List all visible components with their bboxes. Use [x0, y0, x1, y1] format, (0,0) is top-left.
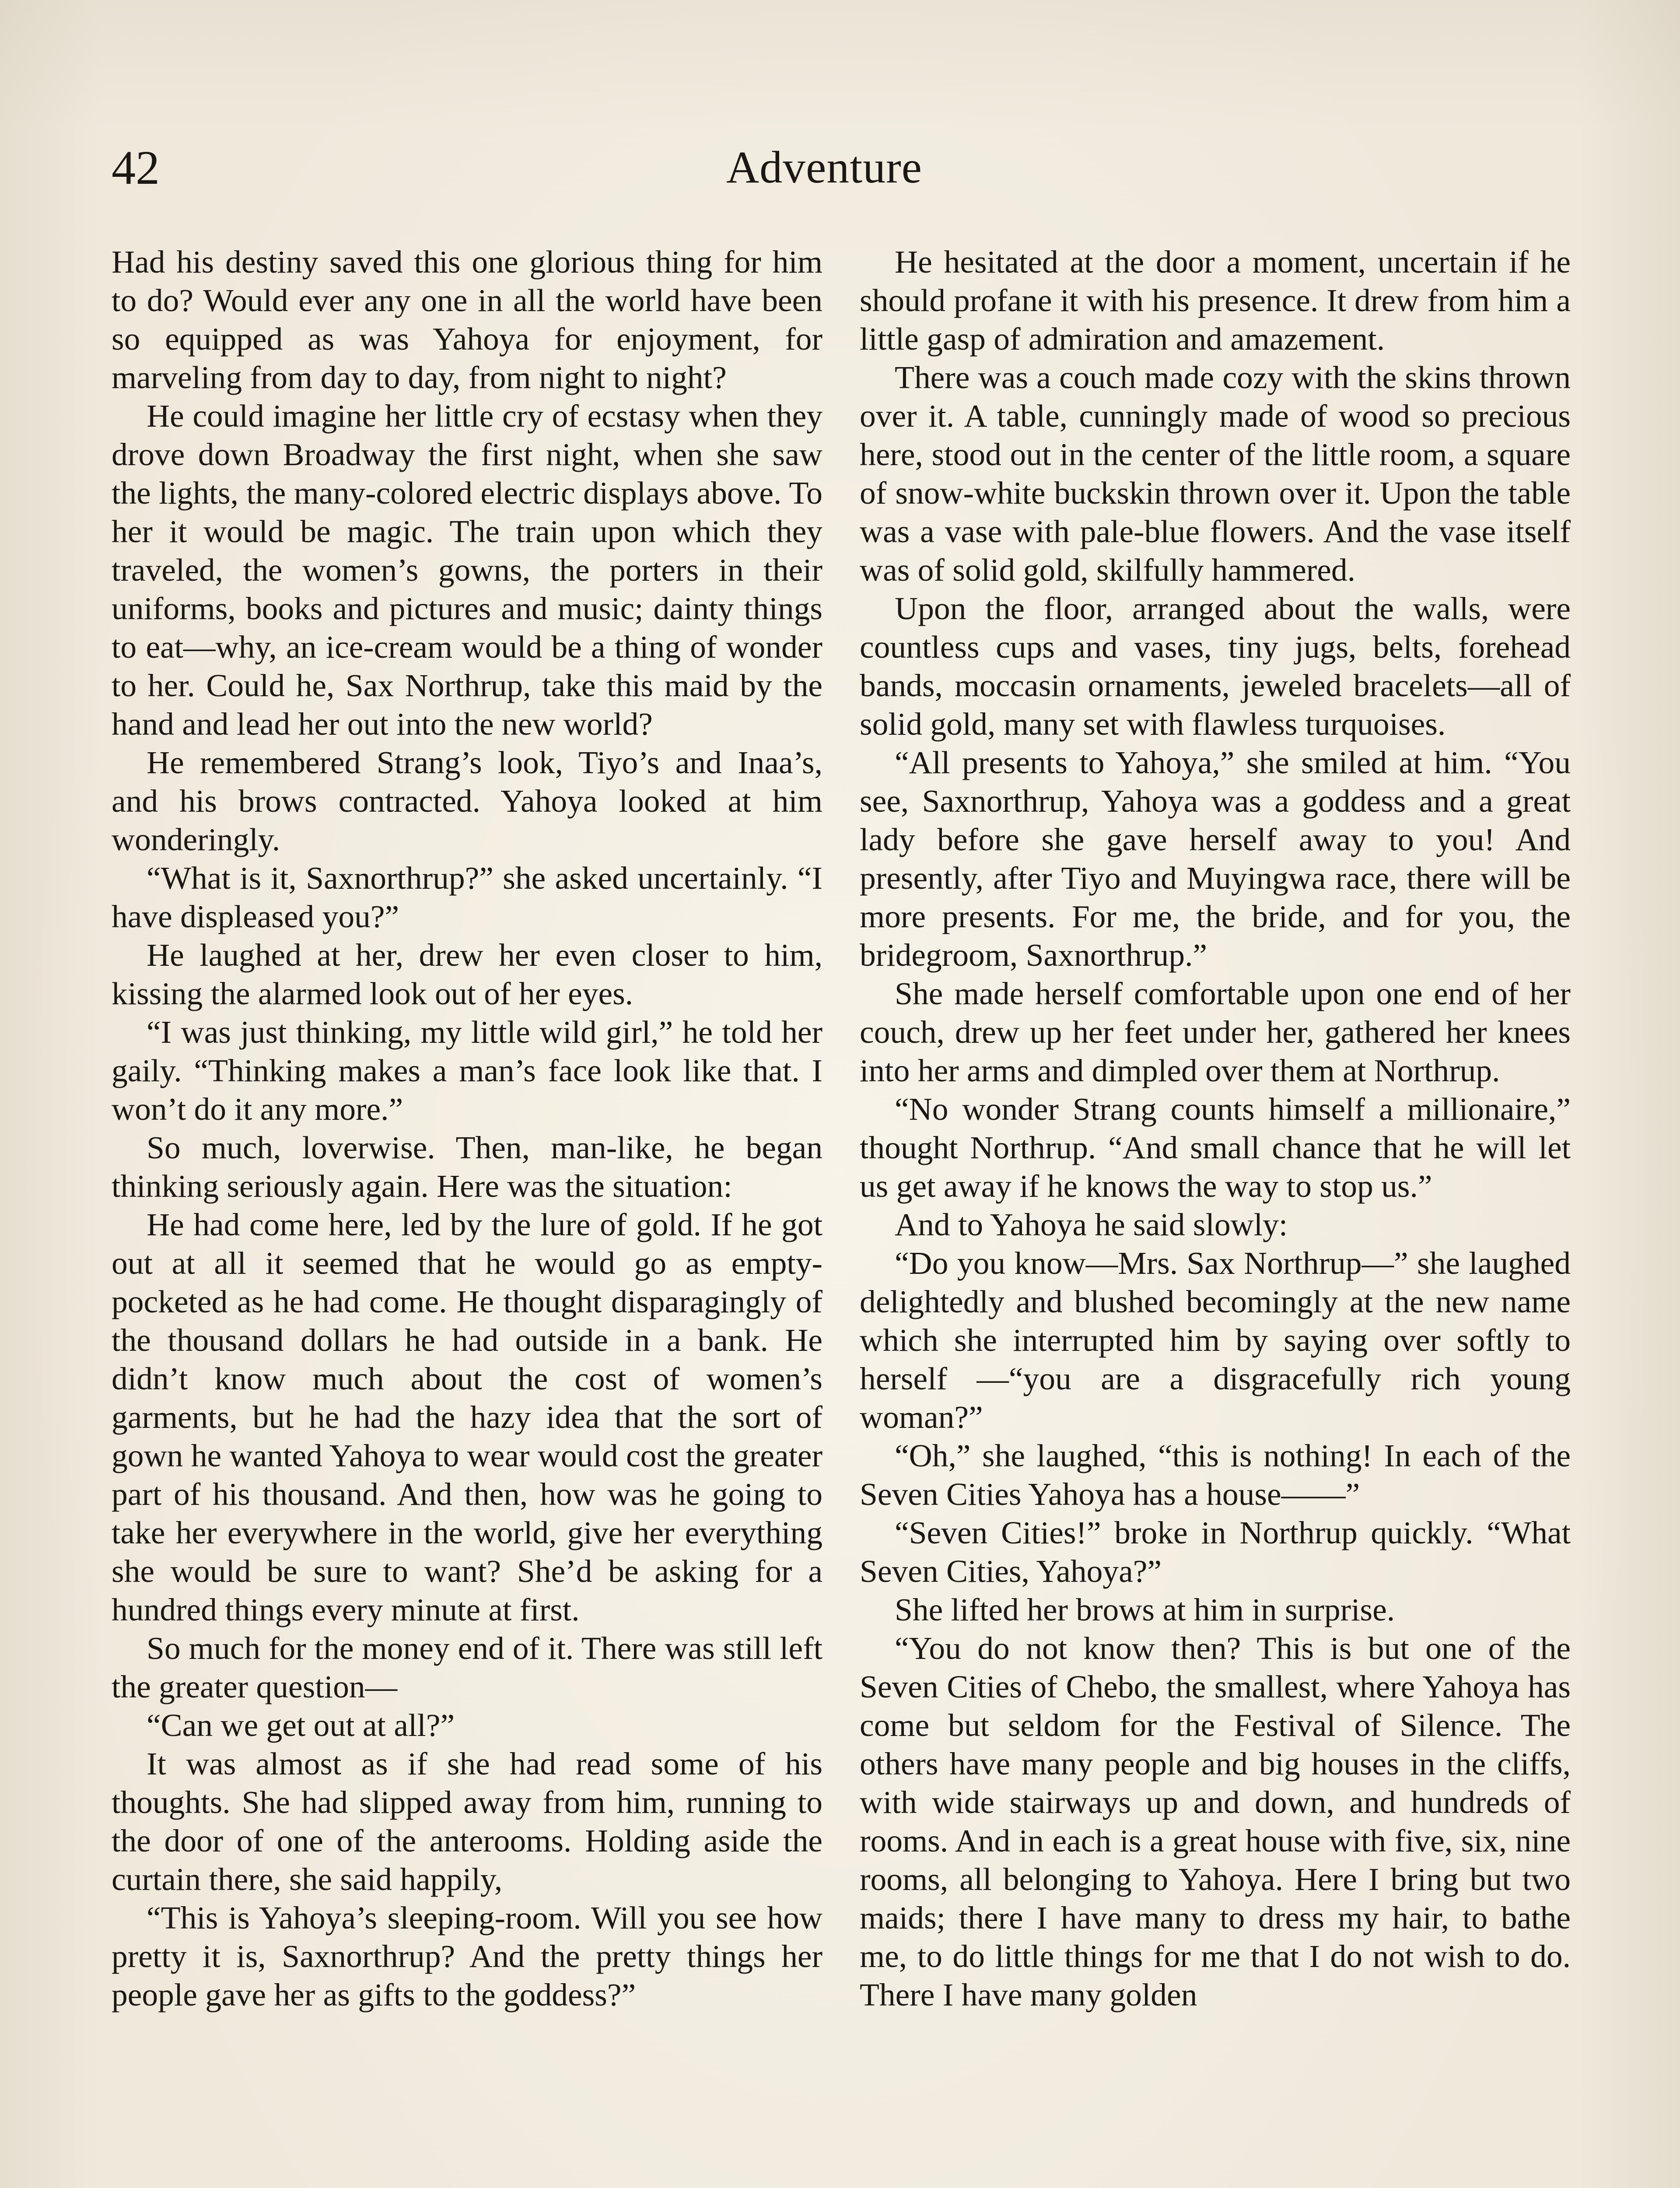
paragraph: “Oh,” she laughed, “this is nothing! In each of the Seven Cities Yahoya has a house——”: [860, 1438, 1571, 1512]
paragraph: “Seven Cities!” broke in Northrup quickly. “What Seven Cities, Yahoya?”: [860, 1515, 1571, 1589]
right-column: [860, 243, 1571, 2014]
paragraph: He could imagine her little cry of ecstasy when they drove down Broadway the first night, when she saw the lights, the many-colored electric displays above. To her it would be magic. The train upon which they traveled, the women’s gowns, the porters in their uniforms, books and pictures and music; dainty things to eat—why, an ice-cream would be a thing of wonder to her. Could he, Sax Northrup, take this maid by the hand and lead her out into the new world?: [112, 398, 822, 742]
paragraph: There was a couch made cozy with the skins thrown over it. A table, cunningly made of wood so precious here, stood out in the center of the little room, a square of snow-white buckskin thrown over it. Upon the table was a vase with pale-blue flowers. And the vase itself was of solid gold, skilfully hammered.: [860, 360, 1571, 588]
paragraph: “You do not know then? This is but one of the Seven Cities of Chebo, the smallest, where Yahoya has come but seldom for the Festival of Silence. The others have many people and big houses in the cliffs, with wide stairways up and down, and hundreds of rooms. And in each is a great house with five, six, nine rooms, all belonging to Yahoya. Here I bring but two maids; there I have many to dress my hair, to bathe me, to do little things for me that I do not wish to do. There I have many golden: [860, 1630, 1571, 2013]
paragraph: “Do you know—Mrs. Sax Northrup—” she laughed delightedly and blushed becomingly at the new name which she interrupted him by saying over softly to herself —“you are a disgracefully rich young woman?”: [860, 1245, 1571, 1435]
paragraph: He had come here, led by the lure of gold. If he got out at all it seemed that he would go as empty-pocketed as he had come. He thought disparagingly of the thousand dollars he had outside in a bank. He didn’t know much about the cost of women’s garments, but he had the hazy idea that the sort of gown he wanted Yahoya to wear would cost the greater part of his thousand. And then, how was he going to take her everywhere in the world, give her everything she would be sure to want? She’d be asking for a hundred things every minute at first.: [112, 1207, 822, 1627]
paragraph: So much for the money end of it. There was still left the greater question—: [112, 1630, 822, 1704]
paragraph: “This is Yahoya’s sleeping-room. Will you see how pretty it is, Saxnorthrup? And the pretty things her people gave her as gifts to the goddess?”: [112, 1900, 822, 2013]
paragraph: “I was just thinking, my little wild girl,” he told her gaily. “Thinking makes a man’s face look like that. I won’t do it any more.”: [112, 1014, 822, 1127]
paragraph: So much, loverwise. Then, man-like, he began thinking seriously again. Here was the situation:: [112, 1130, 822, 1204]
running-title: Adventure: [726, 142, 922, 193]
paragraph: He hesitated at the door a moment, uncertain if he should profane it with his presence. It drew from him a little gasp of admiration and amazement.: [860, 244, 1571, 357]
paragraph: He laughed at her, drew her even closer to him, kissing the alarmed look out of her eyes.: [112, 937, 822, 1011]
paragraph: “No wonder Strang counts himself a millionaire,” thought Northrup. “And small chance that he will let us get away if he knows the way to stop us.”: [860, 1091, 1571, 1204]
paragraph: “All presents to Yahoya,” she smiled at him. “You see, Saxnorthrup, Yahoya was a goddess and a great lady before she gave herself away to you! And presently, after Tiyo and Muyingwa race, there will be more presents. For me, the bride, and for you, the bridegroom, Saxnorthrup.”: [860, 745, 1571, 973]
paragraph: “What is it, Saxnorthrup?” she asked uncertainly. “I have displeased you?”: [112, 860, 822, 934]
paragraph: He remembered Strang’s look, Tiyo’s and Inaa’s, and his brows contracted. Yahoya looked at him wonderingly.: [112, 745, 822, 857]
page-number: 42: [112, 141, 160, 194]
paragraph: She lifted her brows at him in surprise.: [895, 1592, 1395, 1627]
paragraph: Upon the floor, arranged about the walls, were countless cups and vases, tiny jugs, belts, forehead bands, moccasin ornaments, jeweled bracelets—all of solid gold, many set with flawless turquoises.: [860, 591, 1571, 742]
paragraph: It was almost as if she had read some of his thoughts. She had slipped away from him, running to the door of one of the anterooms. Holding aside the curtain there, she said happily,: [112, 1746, 822, 1897]
paragraph: Had his destiny saved this one glorious thing for him to do? Would ever any one in all the world have been so equipped as was Yahoya for enjoyment, for marveling from day to day, from night to night?: [112, 244, 822, 395]
paragraph: “Can we get out at all?”: [147, 1708, 455, 1743]
paragraph: She made herself comfortable upon one end of her couch, drew up her feet under her, gathered her knees into her arms and dimpled over them at Northrup.: [860, 976, 1571, 1088]
left-column: [112, 243, 822, 2014]
page-header: [112, 139, 1564, 209]
paragraph: And to Yahoya he said slowly:: [895, 1207, 1288, 1242]
